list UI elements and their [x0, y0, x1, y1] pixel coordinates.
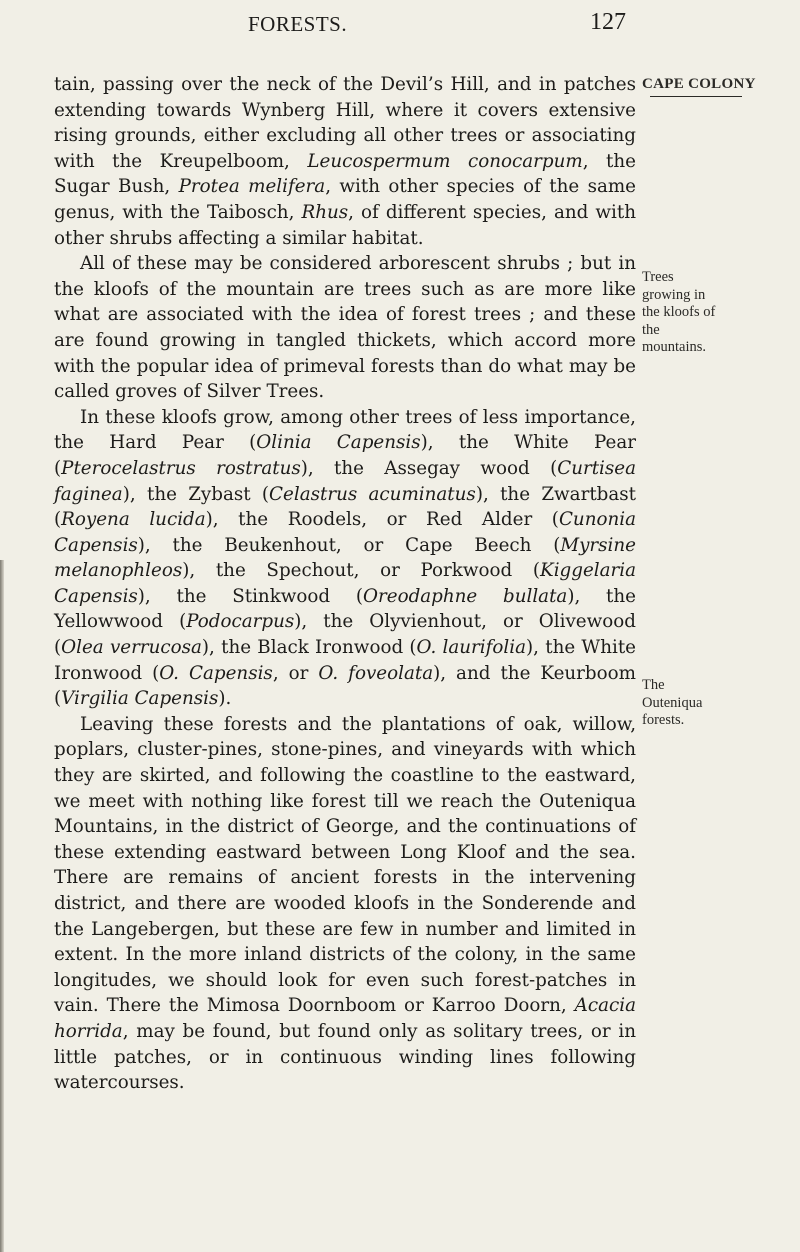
- text-run: ), the Assegay wood (: [300, 457, 558, 479]
- margin-note-trees-growing: Trees growing in the kloofs of the mountains.: [642, 269, 716, 355]
- italic-term: Celastrus acuminatus: [269, 483, 476, 505]
- italic-term: O. foveolata: [318, 662, 434, 684]
- italic-term: Kiggelaria Capensis: [54, 560, 636, 607]
- paragraph: [54, 251, 636, 405]
- italic-term: Olinia Capensis: [256, 432, 421, 454]
- margin-note-cape-colony: CAPE COLONY: [642, 76, 756, 92]
- italic-term: Myrsine melanophleos: [54, 534, 636, 582]
- page-header: [0, 6, 800, 40]
- page-number: 127: [590, 9, 626, 35]
- italic-term: O. Capensis: [159, 662, 273, 684]
- italic-term: Virgilia Capensis: [61, 688, 219, 710]
- italic-term: Rhus: [301, 201, 349, 223]
- margin-note-rule: [650, 96, 742, 97]
- text-run: tain, passing over the neck of the Devil’s Hill, and in patches extending towards Wynberg Hill, where it covers extensive rising grounds, either excluding all other trees or associating with the Kreupelboom,: [54, 74, 636, 172]
- running-head: FORESTS.: [248, 12, 348, 36]
- paragraph: [54, 712, 636, 1096]
- italic-term: Oreodaphne bullata: [363, 585, 568, 607]
- body-text: [54, 72, 636, 1096]
- text-run: In these kloofs grow, among other trees of less importance, the Hard Pear (: [54, 406, 636, 454]
- text-run: , may be found, but found only as solitary trees, or in little patches, or in continuous winding lines following watercourses.: [54, 1020, 636, 1094]
- text-run: ), the Black Ironwood (: [201, 637, 417, 659]
- text-run: ), the Zwartbast (: [54, 483, 636, 531]
- text-run: All of these may be considered arborescent shrubs ; but in the kloofs of the mountain are trees such as are more like what are associated with the idea of forest trees ; and these are found growing in tangled thickets, which accord more with the popular idea of primeval forests than do what may be called groves of Silver Trees.: [54, 253, 636, 403]
- paragraph: [54, 405, 636, 712]
- text-run: ), the Beukenhout, or Cape Beech (: [137, 534, 561, 556]
- paragraph: [54, 72, 636, 251]
- text-run: , of different species, and with other shrubs affecting a similar habitat.: [54, 201, 637, 249]
- text-run: ), and the Keurboom (: [54, 662, 636, 710]
- text-run: ), the Spechout, or Porkwood (: [182, 560, 541, 582]
- italic-term: Acacia horrida: [54, 995, 636, 1042]
- text-run: , or: [272, 662, 319, 684]
- italic-term: Cunonia Capensis: [54, 509, 636, 556]
- italic-term: Pterocelastrus rostratus: [61, 457, 301, 479]
- italic-term: Protea melifera: [178, 176, 326, 198]
- text-run: , with other species of the same genus, with the Taibosch,: [54, 176, 636, 223]
- italic-term: Curtisea faginea: [54, 457, 636, 505]
- page-edge-shadow: [0, 560, 4, 1252]
- text-run: Leaving these forests and the plantations of oak, willow, poplars, cluster-pines, stone-pines, and vineyards with which they are skirted, and following the coastline to the eastward, we meet with nothing like forest till we reach the Outeniqua Mountains, in the district of George, and the continuations of these extending eastward between Long Kloof and the sea. There are remains of ancient forests in the intervening district, and there are wooded kloofs in the Sonderende and the Langebergen, but these are few in number and limited in extent. In the more inland districts of the colony, in the same longitudes, we should look for even such forest-patches in vain. There the Mimosa Doornboom or Karroo Doorn,: [54, 713, 636, 1017]
- text-run: , the Sugar Bush,: [54, 150, 636, 198]
- italic-term: Podocarpus: [186, 611, 295, 633]
- italic-term: Royena lucida: [61, 509, 206, 531]
- text-run: ), the Stinkwood (: [137, 585, 364, 607]
- text-run: ), the Olyvienhout, or Olivewood (: [54, 611, 636, 659]
- text-run: ), the White Ironwood (: [54, 637, 636, 684]
- text-run: ), the White Pear (: [54, 432, 636, 479]
- italic-term: Olea verrucosa: [61, 637, 202, 659]
- text-run: ), the Roodels, or Red Alder (: [205, 509, 559, 531]
- text-run: ), the Zybast (: [122, 483, 270, 505]
- text-run: ), the Yellowwood (: [54, 585, 636, 633]
- text-run: ).: [218, 688, 232, 710]
- italic-term: Leucospermum conocarpum: [307, 150, 583, 172]
- italic-term: O. laurifolia: [416, 637, 527, 659]
- margin-note-outeniqua: The Outeniqua forests.: [642, 677, 703, 728]
